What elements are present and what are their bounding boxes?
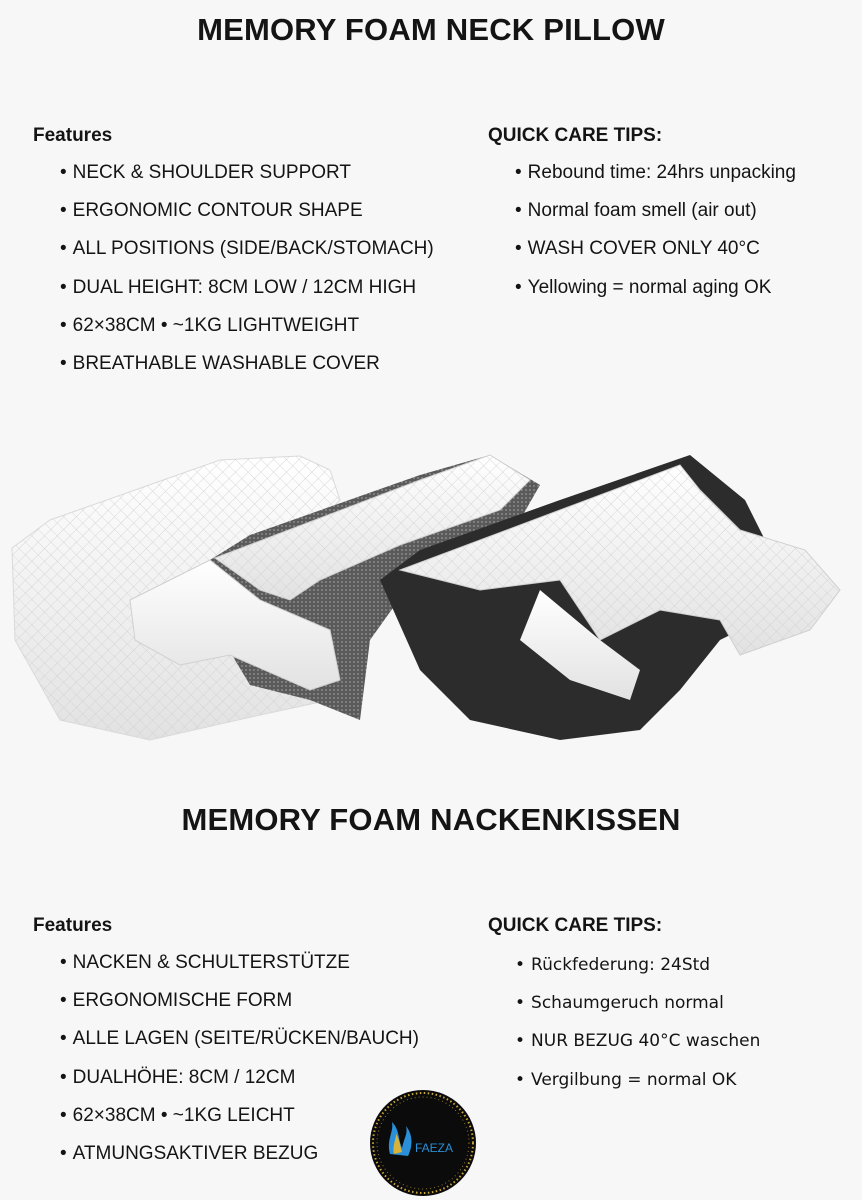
feature-item: • NECK & SHOULDER SUPPORT — [60, 161, 434, 199]
features-list — [60, 161, 434, 390]
german-features-list — [60, 951, 419, 1180]
care-tip-item: • Normal foam smell (air out) — [515, 199, 796, 237]
feature-item: • BREATHABLE WASHABLE COVER — [60, 352, 434, 390]
feature-item: • ALLE LAGEN (SEITE/RÜCKEN/BAUCH) — [60, 1027, 419, 1065]
care-tip-item: • Schaumgeruch normal — [515, 991, 760, 1029]
german-title: MEMORY FOAM NACKENKISSEN — [181, 802, 681, 837]
care-tip-item: • Vergilbung = normal OK — [515, 1068, 760, 1106]
logo-wordmark: FAEZA — [414, 1141, 454, 1155]
feature-item: • ERGONOMIC CONTOUR SHAPE — [60, 199, 434, 237]
feature-item: • DUALHÖHE: 8CM / 12CM — [60, 1066, 419, 1104]
german-care-tips-heading: QUICK CARE TIPS: — [488, 915, 663, 936]
page-title: MEMORY FOAM NECK PILLOW — [197, 12, 665, 47]
care-tip-item: • Rebound time: 24hrs unpacking — [515, 161, 796, 199]
care-tip-item: • WASH COVER ONLY 40°C — [515, 237, 796, 275]
feature-item: • 62×38CM • ~1KG LEICHT — [60, 1104, 419, 1142]
care-tip-item: • NUR BEZUG 40°C waschen — [515, 1029, 760, 1067]
german-care-tips-list — [515, 953, 760, 1106]
feature-item: • DUAL HEIGHT: 8CM LOW / 12CM HIGH — [60, 276, 434, 314]
feature-item: • ERGONOMISCHE FORM — [60, 989, 419, 1027]
care-tips-list — [515, 161, 796, 314]
features-heading: Features — [33, 125, 113, 146]
feature-item: • ALL POSITIONS (SIDE/BACK/STOMACH) — [60, 237, 434, 275]
pillow-product-image — [0, 440, 862, 765]
care-tips-heading: QUICK CARE TIPS: — [488, 125, 663, 146]
brand-logo — [368, 1088, 478, 1198]
feature-item: • 62×38CM • ~1KG LIGHTWEIGHT — [60, 314, 434, 352]
german-features-heading: Features — [33, 915, 113, 936]
care-tip-item: • Yellowing = normal aging OK — [515, 276, 796, 314]
feature-item: • ATMUNGSAKTIVER BEZUG — [60, 1142, 419, 1180]
feature-item: • NACKEN & SCHULTERSTÜTZE — [60, 951, 419, 989]
care-tip-item: • Rückfederung: 24Std — [515, 953, 760, 991]
